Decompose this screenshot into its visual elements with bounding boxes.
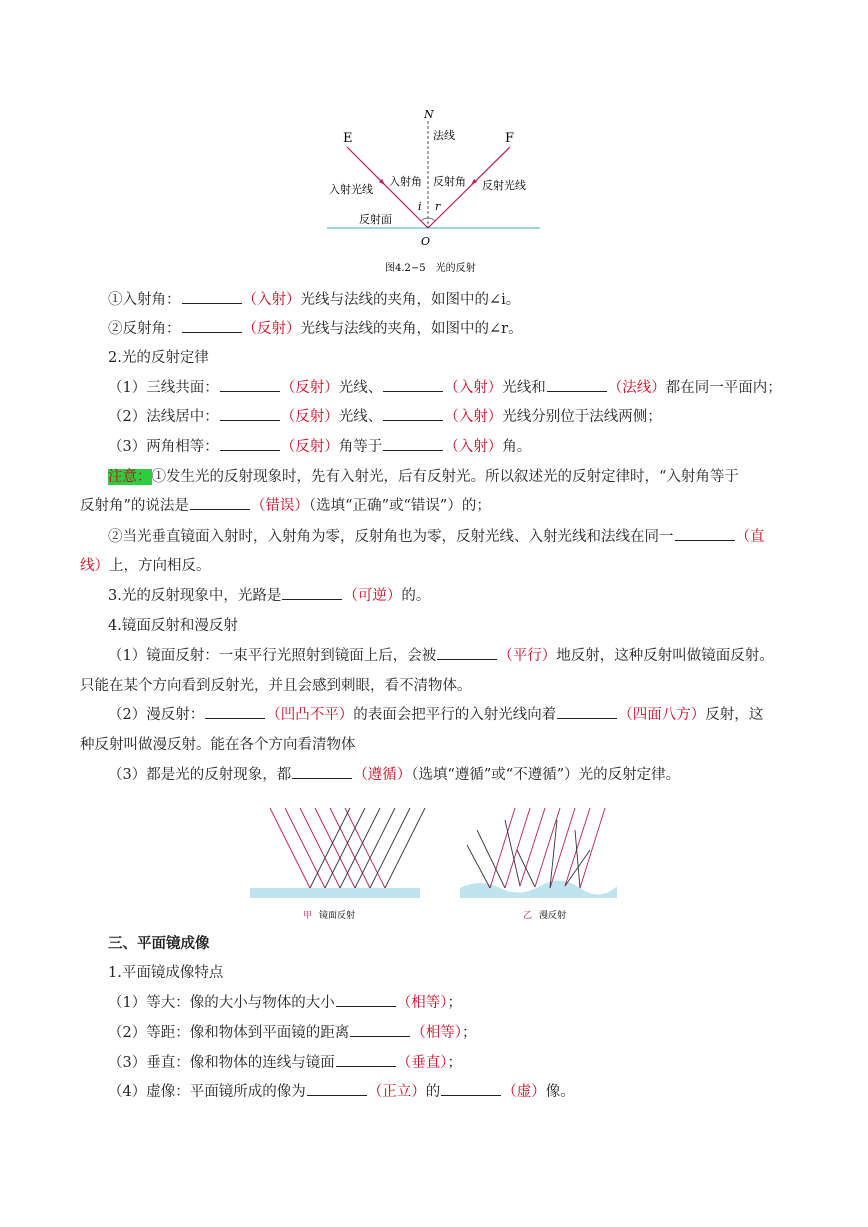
- incident-angle-label: 入射角: [389, 175, 422, 188]
- diffuse-line-2: 种反射叫做漫反射。能在各个方向看清物体: [80, 737, 356, 753]
- law-item-3: （3）两角相等： （反射）角等于 （入射）角。: [108, 436, 531, 458]
- label-n: N: [424, 108, 434, 121]
- reflection-angle-def: ②反射角： （反射）光线与法线的夹角，如图中的∠r。: [108, 318, 523, 340]
- specular-line-2: 只能在某个方向看到反射光，并且会感到刺眼，看不清物体。: [80, 678, 472, 694]
- both-follow-line: （3）都是光的反射现象，都 （遵循）（选填“遵循”或“不遵循”）光的反射定律。: [108, 764, 680, 786]
- surface-label: 反射面: [359, 213, 392, 226]
- note-line-3: ②当光垂直镜面入射时，入射角为零，反射角也为零，反射光线、入射光线和法线在同一 （直: [108, 526, 765, 548]
- label-r: r: [435, 200, 441, 213]
- law-heading: 2.光的反射定律: [108, 350, 209, 366]
- section-heading: 三、平面镜成像: [108, 935, 210, 952]
- blank: [182, 318, 242, 333]
- note-highlight: 注意：: [108, 469, 152, 485]
- reflected-angle-label: 反射角: [433, 175, 466, 188]
- figure-caption: 图4.2−5 光的反射: [385, 263, 476, 274]
- label-i: i: [418, 200, 422, 213]
- section-subheading: 1.平面镜成像特点: [108, 965, 224, 981]
- reflected-ray-label: 反射光线: [482, 179, 526, 192]
- reversible-line: 3.光的反射现象中，光路是 （可逆）的。: [108, 585, 430, 607]
- incident-angle-def: ①入射角： （入射）光线与法线的夹角，如图中的∠i。: [108, 289, 520, 311]
- label-e: E: [343, 131, 353, 146]
- caption-left-b: 镜面反射: [319, 911, 356, 921]
- label-o: O: [421, 235, 431, 248]
- blank: [182, 289, 242, 304]
- law-item-1: （1）三线共面： （反射）光线、 （入射）光线和 （法线）都在同一平面内；: [108, 377, 782, 399]
- reflection-diagram: [325, 105, 545, 280]
- caption-right-a: 乙: [523, 911, 533, 921]
- mirror-diffuse-heading: 4.镜面反射和漫反射: [108, 618, 238, 634]
- normal-label: 法线: [433, 129, 455, 142]
- feature-2: （2）等距：像和物体到平面镜的距离 （相等）；: [108, 1022, 476, 1044]
- label-f: F: [505, 131, 515, 146]
- note-line-2: 反射角”的说法是 （错误）（选填“正确”或“错误”）的；: [80, 495, 491, 517]
- law-item-2: （2）法线居中： （反射）光线、 （入射）光线分别位于法线两侧；: [108, 406, 662, 428]
- caption-right-b: 漫反射: [539, 911, 567, 921]
- diffuse-line-1: （2）漫反射： （凹凸不平）的表面会把平行的入射光线向着 （四面八方）反射，这: [108, 704, 763, 726]
- feature-1: （1）等大：像的大小与物体的大小 （相等）；: [108, 992, 462, 1014]
- caption-left-a: 甲: [303, 911, 313, 921]
- note-line-1: 注意：①发生光的反射现象时，先有入射光，后有反射光。所以叙述光的反射定律时，“入射角等于: [108, 469, 739, 485]
- feature-3: （3）垂直：像和物体的连线与镜面 （垂直）；: [108, 1052, 462, 1074]
- specular-diffuse-diagram: [245, 800, 625, 925]
- feature-4: （4）虚像：平面镜所成的像为 （正立）的 （虚）像。: [108, 1081, 575, 1103]
- note-line-4: 线）上，方向相反。: [80, 558, 211, 574]
- specular-line-1: （1）镜面反射：一束平行光照射到镜面上后，会被 （平行）地反射，这种反射叫做镜面反射。: [108, 645, 774, 667]
- incident-ray-label: 入射光线: [329, 183, 373, 196]
